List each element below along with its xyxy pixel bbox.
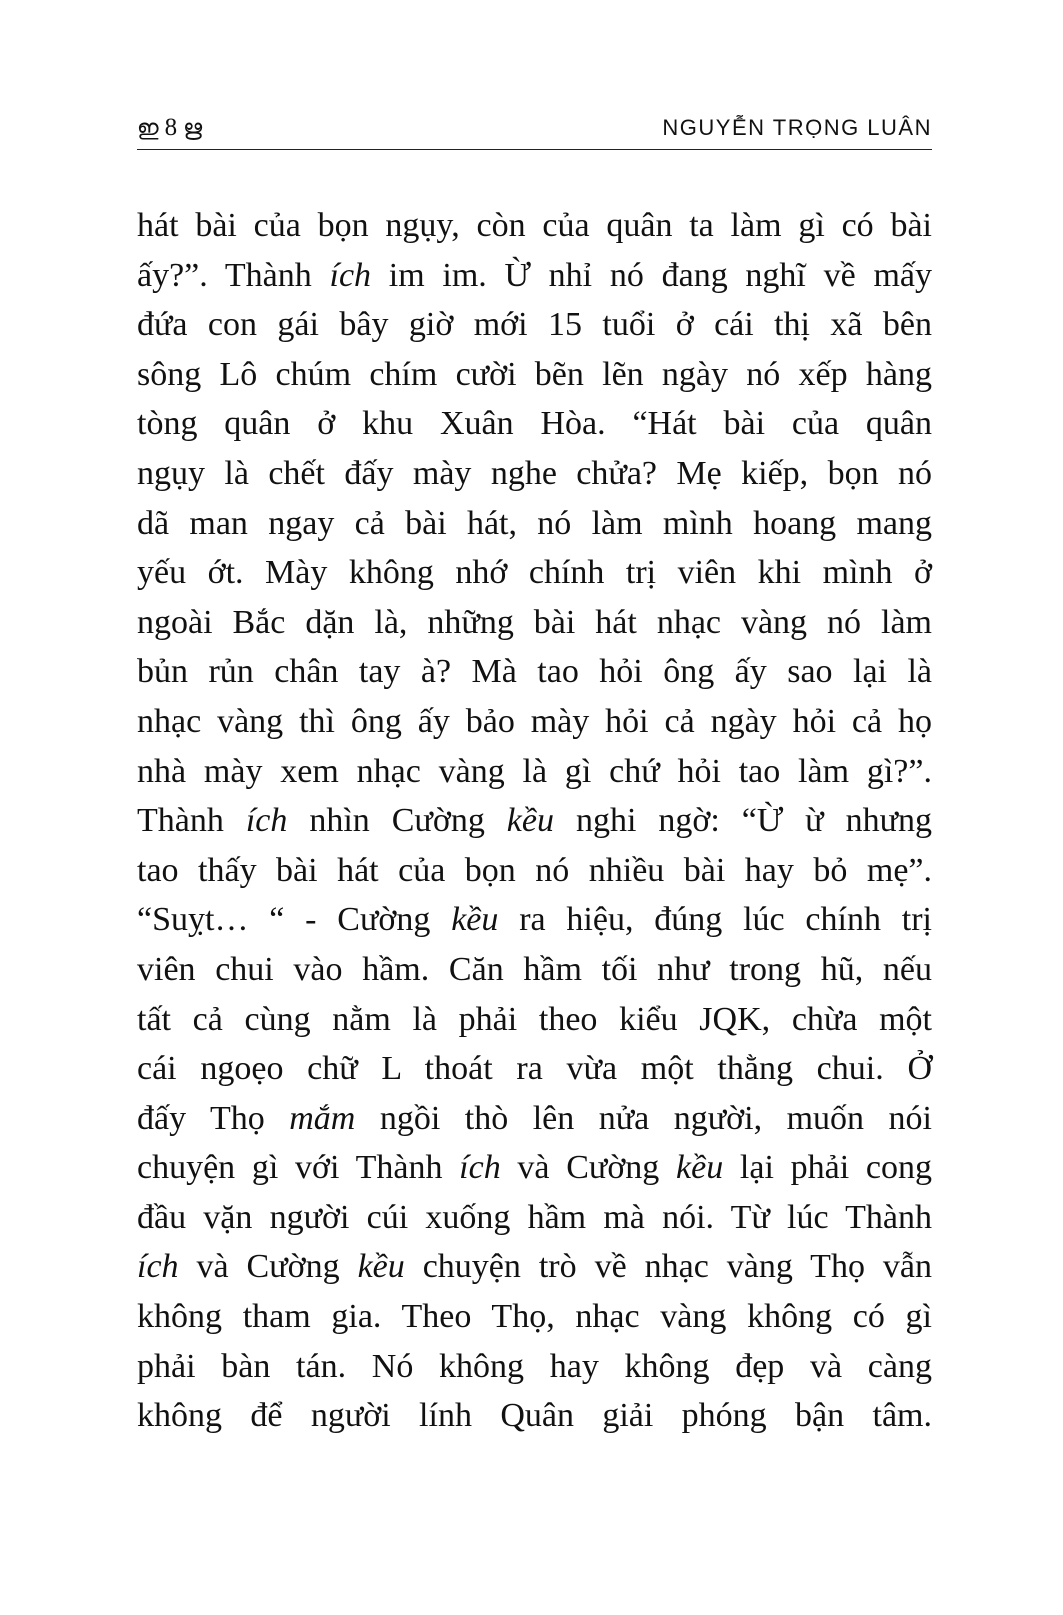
- text-line: nhà mày xem nhạc vàng là gì chứ hỏi tao làm gì?”.: [137, 752, 932, 790]
- italic-nickname: ích: [459, 1149, 501, 1187]
- text-line: không tham gia. Theo Thọ, nhạc vàng không có gì: [137, 1298, 932, 1336]
- page-number: 8: [164, 114, 178, 141]
- folio: [137, 113, 202, 143]
- italic-nickname: kều: [506, 802, 554, 840]
- text-line: dã man ngay cả bài hát, nó làm mình hoang mang: [137, 504, 932, 542]
- italic-nickname: ích: [245, 802, 288, 840]
- italic-nickname: kều: [451, 901, 499, 939]
- text-line: “Suỵt… “ - Cường kều ra hiệu, đúng lúc chính trị: [137, 901, 932, 939]
- right-ornament: ഋ: [183, 115, 203, 140]
- text-line: chuyện gì với Thành ích và Cường kều lại phải cong: [137, 1149, 932, 1187]
- text-line: đầu vặn người cúi xuống hầm mà nói. Từ lúc Thành: [137, 1198, 932, 1236]
- text-line: sông Lô chúm chím cười bẽn lẽn ngày nó xếp hàng: [137, 355, 932, 393]
- text-line: yếu ớt. Mày không nhớ chính trị viên khi mình ở: [137, 554, 932, 592]
- italic-nickname: ích: [137, 1248, 179, 1286]
- text-line: nhạc vàng thì ông ấy bảo mày hỏi cả ngày hỏi cả họ: [137, 702, 932, 740]
- italic-nickname: ích: [329, 256, 372, 294]
- text-line: tao thấy bài hát của bọn nó nhiều bài hay bỏ mẹ”.: [137, 851, 932, 889]
- running-header: [137, 113, 932, 150]
- body-text: [137, 201, 932, 1441]
- text-line: đứa con gái bây giờ mới 15 tuổi ở cái thị xã bên: [137, 306, 932, 344]
- text-line: cái ngoẹo chữ L thoát ra vừa một thằng chui. Ở: [137, 1050, 932, 1088]
- text-line: bủn rủn chân tay à? Mà tao hỏi ông ấy sao lại là: [137, 653, 932, 691]
- italic-nickname: mắm: [289, 1099, 356, 1137]
- text-line: ích và Cường kều chuyện trò về nhạc vàng Thọ vẫn: [137, 1248, 932, 1286]
- text-line: phải bàn tán. Nó không hay không đẹp và càng: [137, 1347, 932, 1385]
- author-name: NGUYỄN TRỌNG LUÂN: [662, 115, 932, 140]
- text-line: ngoài Bắc dặn là, những bài hát nhạc vàng nó làm: [137, 603, 932, 641]
- left-ornament: ഇ: [137, 115, 159, 140]
- text-line: viên chui vào hầm. Căn hầm tối như trong hũ, nếu: [137, 950, 932, 988]
- italic-nickname: kều: [676, 1149, 724, 1187]
- text-line: ấy?”. Thành ích im im. Ừ nhỉ nó đang nghĩ về mấy: [137, 256, 932, 294]
- text-line: tòng quân ở khu Xuân Hòa. “Hát bài của quân: [137, 405, 932, 443]
- text-line: không để người lính Quân giải phóng bận tâm.: [137, 1397, 932, 1435]
- text-line: tất cả cùng nằm là phải theo kiểu JQK, chừa một: [137, 1000, 932, 1038]
- italic-nickname: kều: [357, 1248, 405, 1286]
- text-line: hát bài của bọn ngụy, còn của quân ta làm gì có bài: [137, 207, 932, 244]
- text-line: ngụy là chết đấy mày nghe chửa? Mẹ kiếp, bọn nó: [137, 454, 932, 492]
- text-line: Thành ích nhìn Cường kều nghi ngờ: “Ừ ừ nhưng: [137, 802, 933, 840]
- text-line: đấy Thọ mắm ngồi thò lên nửa người, muốn nói: [137, 1099, 932, 1137]
